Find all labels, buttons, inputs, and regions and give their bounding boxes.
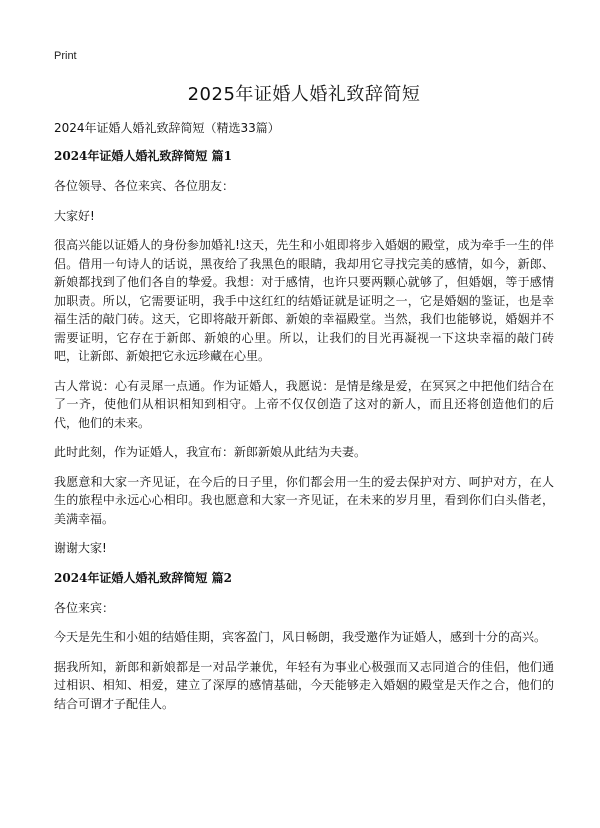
document-subtitle: 2024年证婚人婚礼致辞简短（精选33篇）: [54, 121, 280, 135]
page-title: 2025年证婚人婚礼致辞简短: [187, 84, 421, 105]
paragraph: 今天是先生和小姐的结婚佳期，宾客盈门，风日畅朗，我受邀作为证婚人，感到十分的高兴。: [54, 630, 547, 644]
section-2: [54, 569, 554, 714]
paragraph: 古人常说：心有灵犀一点通。作为证婚人，我愿说：是情是缘是爱，在冥冥之中把他们结合在了一齐，使他们从相识相知到相守。上帝不仅仅创造了这对的新人，而且还将创造他们的后代，他们的未来。: [54, 378, 554, 430]
section-heading: 2024年证婚人婚礼致辞简短 篇2: [54, 570, 232, 585]
section-1: [54, 147, 554, 558]
paragraph: 各位领导、各位来宾、各位朋友：: [54, 179, 235, 193]
paragraph: 据我所知，新郎和新娘都是一对品学兼优，年轻有为事业心极强而又志同道合的佳侣，他们通过相识、相知、相爱，建立了深厚的感情基础，今天能够走入婚姻的殿堂是天作之合，他们的结合可谓才子配佳人。: [54, 659, 554, 711]
paragraph: 谢谢大家!: [54, 541, 107, 555]
paragraph: 大家好!: [54, 208, 95, 223]
section-heading: 2024年证婚人婚礼致辞简短 篇1: [54, 149, 232, 163]
print-link[interactable]: Print: [54, 50, 77, 62]
paragraph: 我愿意和大家一齐见证，在今后的日子里，你们都会用一生的爱去保护对方、呵护对方，在人生的旅程中永远心心相印。我也愿意和大家一齐见证，在未来的岁月里，看到你们白头偕老，美满幸福。: [54, 474, 554, 526]
paragraph: 各位来宾：: [54, 600, 115, 615]
paragraph: 很高兴能以证婚人的身份参加婚礼!这天，先生和小姐即将步入婚姻的殿堂，成为牵手一生的伴侣。借用一句诗人的话说，黑夜给了我黑色的眼睛，我却用它寻找完美的感情，如今，新郎、新娘都找到了他们各自的挚爱。我想：对于感情，也许只要两颗心就够了，但婚姻，等于感情加职责。所以，它需要证明，我手中这红红的结婚证就是证明之一，它是婚姻的鉴证，也是幸福生活的敲门砖。这天，它即将敲开新郎、新娘的幸福殿堂。当然，我们也能够说，婚姻并不需要证明，它存在于新郎、新娘的心里。所以，让我们的目光再凝视一下这块幸福的敲门砖吧，让新郎、新娘把它永远珍藏在心里。: [54, 238, 554, 363]
paragraph: 此时此刻，作为证婚人，我宣布：新郎新娘从此结为夫妻。: [54, 445, 367, 459]
